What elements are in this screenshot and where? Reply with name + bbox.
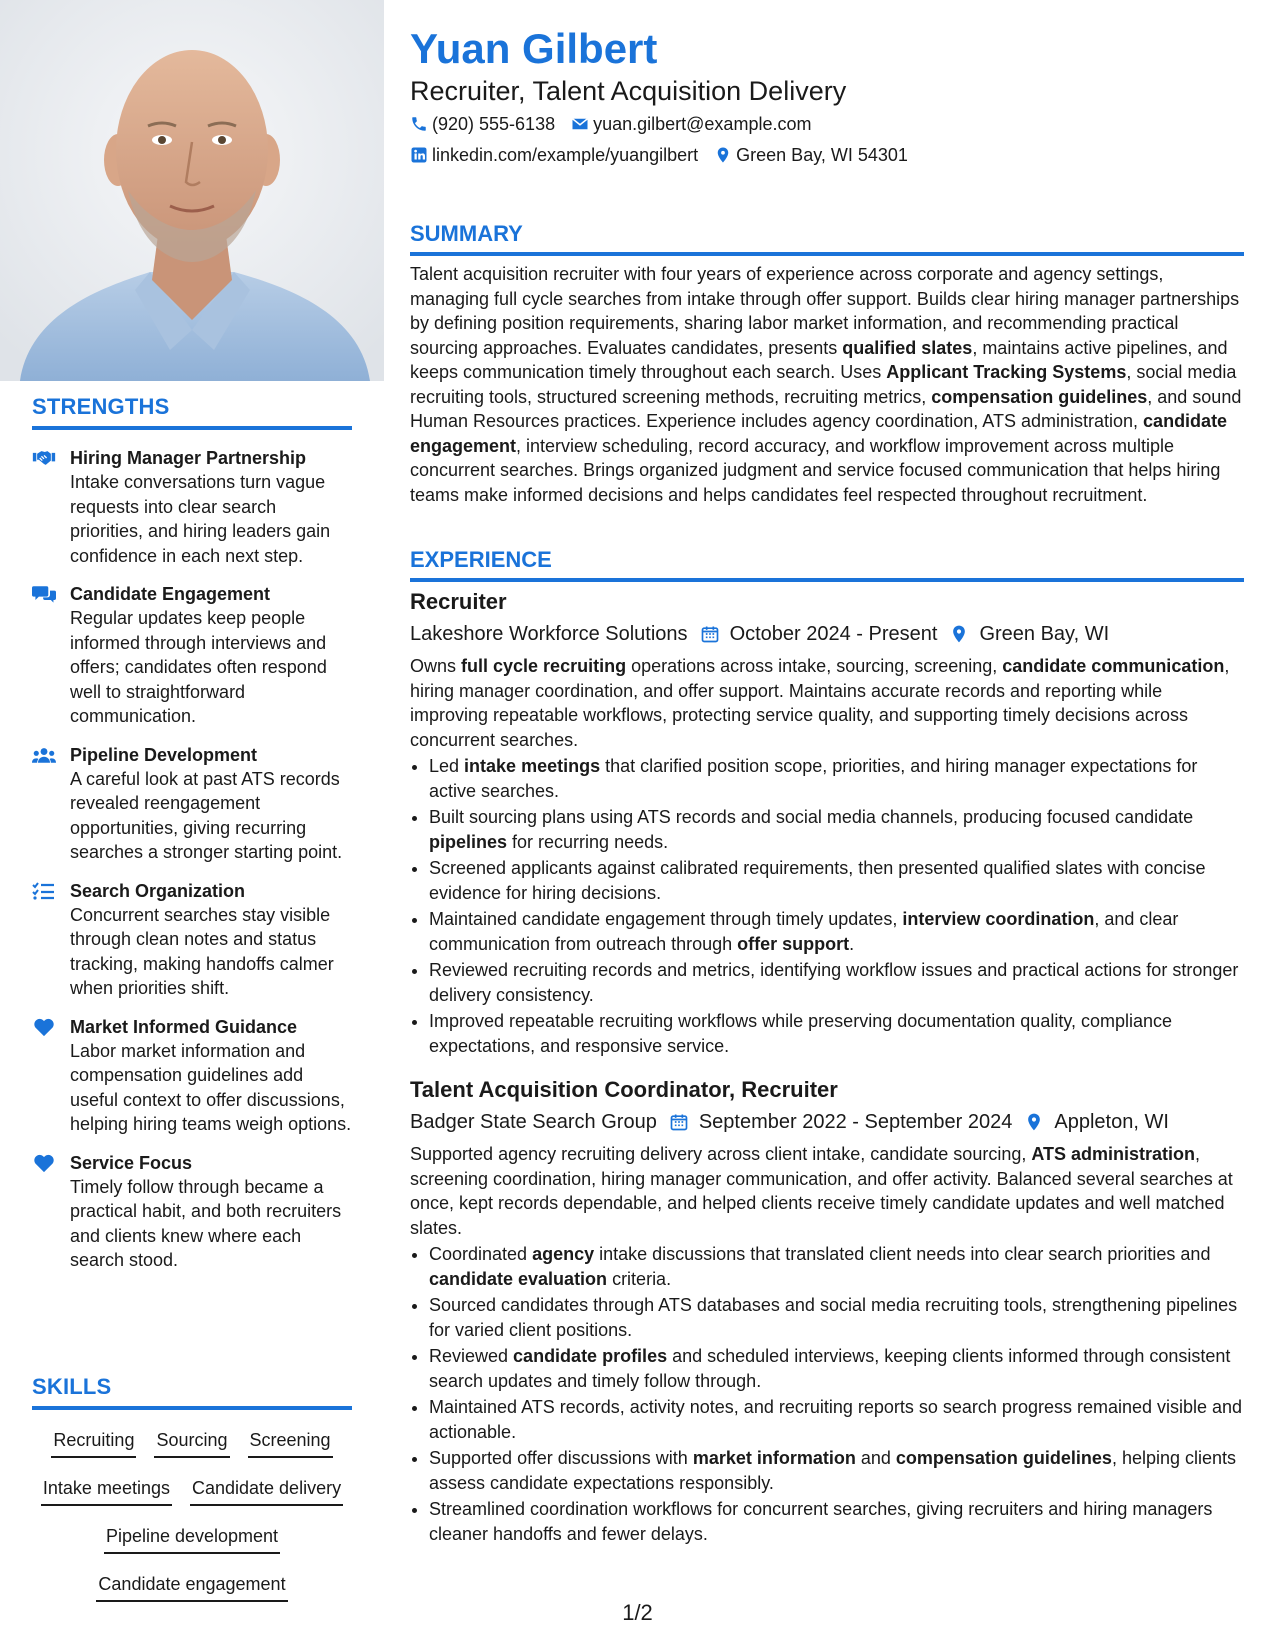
strength-description: A careful look at past ATS records revealed reengagement opportunities, giving recurring searches a stronger starting point. bbox=[70, 768, 343, 862]
page-number: 1/2 bbox=[622, 1600, 653, 1625]
strength-description: Regular updates keep people informed through interviews and offers; candidates often respond well to straightforward communication. bbox=[70, 608, 327, 726]
job-meta bbox=[410, 1108, 1244, 1136]
strength-description: Intake conversations turn vague requests into clear search priorities, and hiring leaders gain confidence in each next step. bbox=[70, 472, 331, 566]
job-role: Talent Acquisition Coordinator, Recruiter bbox=[410, 1077, 838, 1102]
strength-item bbox=[32, 1015, 352, 1137]
strengths-list bbox=[32, 446, 352, 1273]
emphasis-text: ATS administration bbox=[1031, 1144, 1196, 1164]
candidate-title: Recruiter, Talent Acquisition Delivery bbox=[410, 76, 847, 106]
summary-text: Talent acquisition recruiter with four years of experience across corporate and agency settings, managing full cycle searches from intake through offer support. Builds clear hiring manager partnerships by defining position requirements, sharing labor market information, and recommending practical sourcing approaches. Evaluates candidates, presents qualified slates, maintains active pipelines, and keeps communication timely throughout each search. Uses Applicant Tracking Systems, social media recruiting tools, structured screening methods, recruiting metrics, compensation guidelines, and sound Human Resources practices. Experience includes agency coordination, ATS administration, candidate engagement, interview scheduling, record accuracy, and workflow improvement across multiple concurrent searches. Brings organized judgment and service focused communication that helps hiring teams make informed decisions and helps candidates feel respected throughout recruitment. bbox=[410, 264, 1242, 505]
job-meta bbox=[410, 620, 1244, 648]
job-dates: October 2024 - Present bbox=[729, 623, 938, 645]
skills-list bbox=[32, 1424, 352, 1602]
linkedin-text: linkedin.com/example/yuangilbert bbox=[432, 145, 699, 165]
list-item: • Streamlined coordination workflows for concurrent searches, giving recruiters and hiring managers cleaner handoffs and fewer delays. bbox=[429, 1497, 1244, 1546]
skill-tag: Sourcing bbox=[154, 1424, 229, 1458]
strength-title: Market Informed Guidance bbox=[70, 1016, 298, 1037]
email-text: yuan.gilbert@example.com bbox=[593, 114, 812, 134]
linkedin-icon bbox=[410, 146, 428, 164]
emphasis-text: candidate evaluation bbox=[429, 1268, 608, 1289]
list-item: • Reviewed recruiting records and metrics, identifying workflow issues and practical actions for stronger delivery consistency. bbox=[429, 958, 1244, 1007]
heart-icon bbox=[32, 1017, 56, 1037]
job-company: Lakeshore Workforce Solutions bbox=[410, 623, 688, 645]
skill-row bbox=[32, 1520, 352, 1554]
linkedin-contact[interactable] bbox=[410, 143, 698, 167]
list-item: • Led intake meetings that clarified position scope, priorities, and hiring manager expectations for active searches. bbox=[429, 754, 1244, 803]
strengths-section bbox=[32, 394, 352, 1273]
emphasis-text: market information bbox=[692, 1448, 856, 1468]
emphasis-text: compensation guidelines bbox=[895, 1448, 1112, 1468]
list-item: • Screened applicants against calibrated requirements, then presented qualified slates with concise evidence for hiring decisions. bbox=[429, 856, 1244, 905]
candidate-name: Yuan Gilbert bbox=[410, 25, 658, 72]
emphasis-text: interview coordination bbox=[902, 909, 1095, 929]
strength-title: Search Organization bbox=[70, 880, 246, 901]
strength-item bbox=[32, 446, 352, 568]
phone-icon bbox=[410, 115, 428, 133]
job-bullets bbox=[410, 1242, 1244, 1546]
job-entry-1 bbox=[410, 588, 1244, 1058]
job-intro: Owns full cycle recruiting operations across intake, sourcing, screening, candidate communication, hiring manager coordination, and offer support. Maintains accurate records and reporting while improving repeatable workflows, protecting service quality, and supporting timely decisions across concurrent searches. bbox=[410, 656, 1230, 750]
email-contact[interactable] bbox=[571, 112, 811, 136]
emphasis-text: qualified slates bbox=[842, 337, 973, 358]
strength-item bbox=[32, 582, 352, 729]
skill-row bbox=[32, 1472, 352, 1506]
skills-section bbox=[32, 1374, 352, 1602]
skill-row bbox=[32, 1424, 352, 1458]
handshake-icon bbox=[32, 448, 56, 468]
skill-tag: Intake meetings bbox=[41, 1472, 172, 1506]
location-contact bbox=[714, 143, 908, 167]
job-company: Badger State Search Group bbox=[410, 1111, 657, 1133]
skill-tag: Pipeline development bbox=[104, 1520, 280, 1554]
phone-text: (920) 555-6138 bbox=[432, 114, 556, 134]
strength-title: Service Focus bbox=[70, 1152, 193, 1173]
job-bullets bbox=[410, 754, 1244, 1058]
strength-item bbox=[32, 743, 352, 865]
list-item: • Sourced candidates through ATS databases and social media recruiting tools, strengthening pipelines for varied client positions. bbox=[429, 1293, 1244, 1342]
emphasis-text: candidate engagement bbox=[410, 411, 1228, 456]
envelope-icon bbox=[571, 115, 589, 133]
strength-item bbox=[32, 1151, 352, 1273]
calendar-icon bbox=[700, 624, 720, 644]
emphasis-text: agency bbox=[532, 1244, 595, 1264]
skill-tag: Candidate delivery bbox=[190, 1472, 343, 1506]
strength-item bbox=[32, 879, 352, 1001]
job-location: Green Bay, WI bbox=[979, 623, 1110, 645]
list-item: • Reviewed candidate profiles and scheduled interviews, keeping clients informed through consistent search updates and timely follow through. bbox=[429, 1344, 1244, 1393]
strength-title: Hiring Manager Partnership bbox=[70, 448, 307, 468]
heart-icon bbox=[32, 1153, 56, 1173]
skills-heading: SKILLS bbox=[32, 1374, 352, 1410]
emphasis-text: pipelines bbox=[429, 831, 508, 852]
phone-contact[interactable] bbox=[410, 112, 555, 136]
emphasis-text: candidate profiles bbox=[513, 1346, 668, 1366]
map-pin-icon bbox=[1024, 1112, 1044, 1132]
experience-heading: EXPERIENCE bbox=[410, 546, 1244, 582]
users-icon bbox=[32, 745, 56, 765]
map-pin-icon bbox=[949, 624, 969, 644]
emphasis-text: Applicant Tracking Systems bbox=[886, 362, 1127, 382]
list-item: • Supported offer discussions with market information and compensation guidelines, helping clients assess candidate expectations responsibly. bbox=[429, 1446, 1244, 1495]
list-item: • Maintained candidate engagement through timely updates, interview coordination, and clear communication from outreach through offer support. bbox=[429, 907, 1244, 956]
skill-tag: Screening bbox=[248, 1424, 333, 1458]
chat-bubbles-icon bbox=[32, 584, 56, 604]
job-dates: September 2022 - September 2024 bbox=[698, 1111, 1013, 1133]
strength-description: Concurrent searches stay visible through clean notes and status tracking, making handoffs calmer when priorities shift. bbox=[70, 904, 334, 998]
skill-row bbox=[32, 1568, 352, 1602]
emphasis-text: candidate communication bbox=[1002, 656, 1225, 676]
job-entry-2 bbox=[410, 1076, 1244, 1546]
location-text: Green Bay, WI 54301 bbox=[736, 145, 908, 165]
map-pin-icon bbox=[714, 146, 732, 164]
job-intro: Supported agency recruiting delivery across client intake, candidate sourcing, ATS administration, screening coordination, hiring manager communication, and offer activity. Balanced several searches at once, kept records dependable, and helped clients receive timely candidate updates and well matched slates. bbox=[410, 1144, 1233, 1238]
list-item: • Coordinated agency intake discussions that translated client needs into clear search priorities and candidate evaluation criteria. bbox=[429, 1242, 1244, 1291]
job-role: Recruiter bbox=[410, 589, 507, 614]
list-item: • Built sourcing plans using ATS records and social media channels, producing focused candidate pipelines for recurring needs. bbox=[429, 805, 1244, 854]
checklist-icon bbox=[32, 881, 56, 901]
job-location: Appleton, WI bbox=[1054, 1111, 1169, 1133]
skill-tag: Candidate engagement bbox=[96, 1568, 287, 1602]
emphasis-text: compensation guidelines bbox=[931, 386, 1148, 407]
calendar-icon bbox=[669, 1112, 689, 1132]
emphasis-text: intake meetings bbox=[464, 756, 601, 776]
summary-heading: SUMMARY bbox=[410, 220, 1244, 256]
profile-photo bbox=[0, 0, 384, 381]
strength-title: Pipeline Development bbox=[70, 744, 258, 765]
contact-row-1 bbox=[410, 112, 811, 136]
sidebar bbox=[0, 0, 384, 1650]
strengths-heading: STRENGTHS bbox=[32, 394, 352, 430]
list-item: • Improved repeatable recruiting workflows while preserving documentation quality, compliance expectations, and responsive service. bbox=[429, 1009, 1244, 1058]
contact-row-2 bbox=[410, 143, 908, 167]
list-item: • Maintained ATS records, activity notes, and recruiting reports so search progress remained visible and actionable. bbox=[429, 1395, 1244, 1444]
summary-block bbox=[410, 262, 1244, 507]
emphasis-text: offer support bbox=[737, 933, 850, 954]
strength-description: Timely follow through became a practical habit, and both recruiters and clients knew where each search stood. bbox=[70, 1176, 342, 1270]
strength-title: Candidate Engagement bbox=[70, 584, 271, 604]
strength-description: Labor market information and compensation guidelines add useful context to offer discussions, helping hiring teams weigh options. bbox=[70, 1040, 352, 1134]
emphasis-text: full cycle recruiting bbox=[461, 656, 627, 676]
skill-tag: Recruiting bbox=[51, 1424, 136, 1458]
